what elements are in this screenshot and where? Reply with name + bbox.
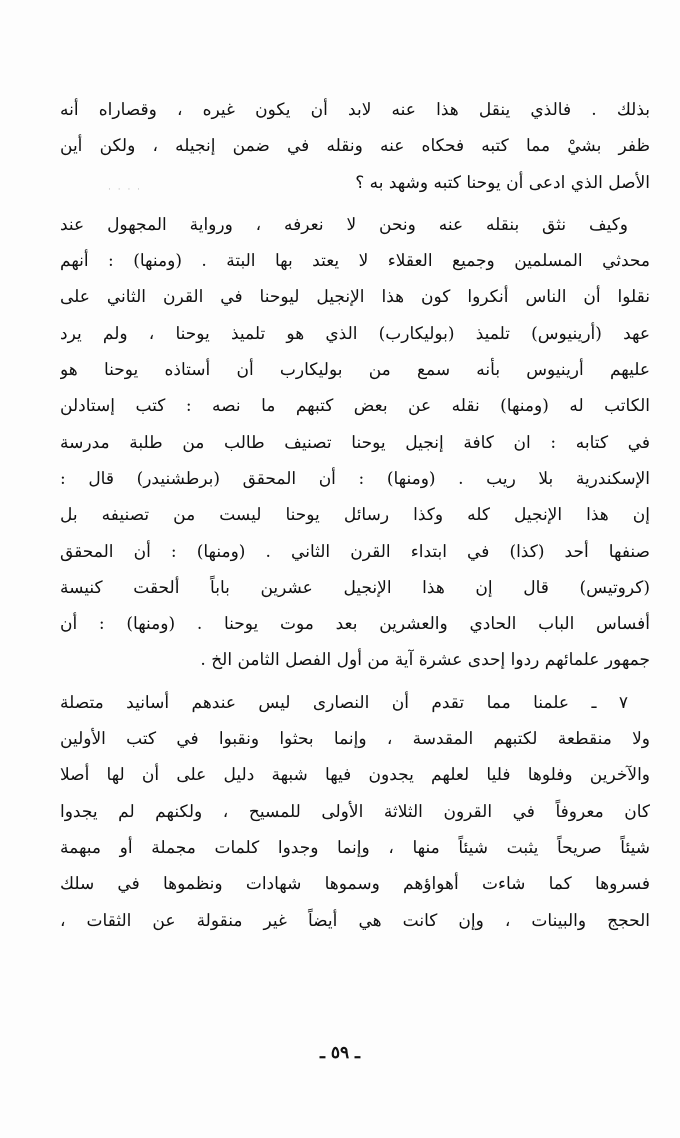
text-line: ولا منقطعة لكتبهم المقدسة ، وإنما بحثوا ونقبوا في كتب الأولين: [60, 729, 650, 750]
scan-speckle: · · · ·: [108, 185, 143, 195]
text-line: كان معروفاً في القرون الثلاثة الأولى للمسيح ، ولكنهم لم يجدوا: [60, 801, 650, 822]
text-line: الأصل الذي ادعى أن يوحنا كتبه وشهد به ؟: [355, 172, 650, 193]
text-line: فسروها كما شاءت أهواؤهم وسموها شهادات ونظموها في سلك: [60, 874, 650, 895]
text-line: ظفر بشيْ مما كتبه فحكاه عنه ونقله في ضمن إنجيله ، ولكن أين: [60, 136, 650, 157]
text-line: الإسكندرية بلا ريب . (ومنها) : أن المحقق (برطشنيدر) قال :: [60, 468, 650, 489]
text-line: صنفها أحد (كذا) في ابتداء القرن الثاني . (ومنها) : أن المحقق: [60, 541, 650, 562]
text-line: شيئاً صريحاً يثبت شيئاً منها ، وإنما وجدوا كلمات مجملة أو مبهمة: [60, 837, 650, 858]
text-line: والآخرين وفلوها فليا لعلهم يجدون فيها شبهة دليل على أن لها أصلا: [60, 765, 650, 786]
text-line: بذلك . فالذي ينقل هذا عنه لابد أن يكون غيره ، وقصاراه أنه: [60, 100, 650, 120]
body-text: [60, 92, 650, 939]
page-number: ـ ٥٩ ـ: [319, 1043, 361, 1063]
text-line: نقلوا أن الناس أنكروا كون هذا الإنجيل ليوحنا في القرن الثاني على: [60, 287, 650, 308]
text-line: ٧ ـ علمنا مما تقدم أن النصارى ليس عندهم أسانيد متصلة: [60, 692, 628, 713]
text-line: محدثي المسلمين وجميع العقلاء لا يعتد بها البتة . (ومنها) : أنهم: [60, 251, 650, 272]
text-line: الحجج والبينات ، وإن كانت هي أيضاً غير منقولة عن الثقات ،: [60, 910, 650, 931]
text-line: الكاتب له (ومنها) نقله عن بعض كتبهم ما نصه : كتب إستادلن: [60, 396, 650, 417]
text-line: (كروتيس) قال إن هذا الإنجيل عشرين باباً ألحقت كنيسة: [60, 577, 650, 598]
text-line: إن هذا الإنجيل كله وكذا رسائل يوحنا ليست من تصنيفه بل: [60, 505, 650, 526]
text-line: جمهور علمائهم ردوا إحدى عشرة آية من أول الفصل الثامن الخ .: [200, 650, 650, 671]
text-line: عهد (أرينيوس) تلميذ (بوليكارب) الذي هو تلميذ يوحنا ، ولم يرد: [60, 323, 650, 344]
text-line: في كتابه : ان كافة إنجيل يوحنا تصنيف طالب من طلبة مدرسة: [60, 432, 650, 453]
text-line: أفساس الباب الحادي والعشرين بعد موت يوحنا . (ومنها) : أن: [60, 614, 650, 635]
text-line: عليهم أرينيوس بأنه سمع من بوليكارب أن أستاذه يوحنا هو: [60, 360, 650, 381]
text-line: وكيف نثق بنقله عنه ونحن لا نعرفه ، ورواية المجهول عند: [60, 214, 628, 235]
